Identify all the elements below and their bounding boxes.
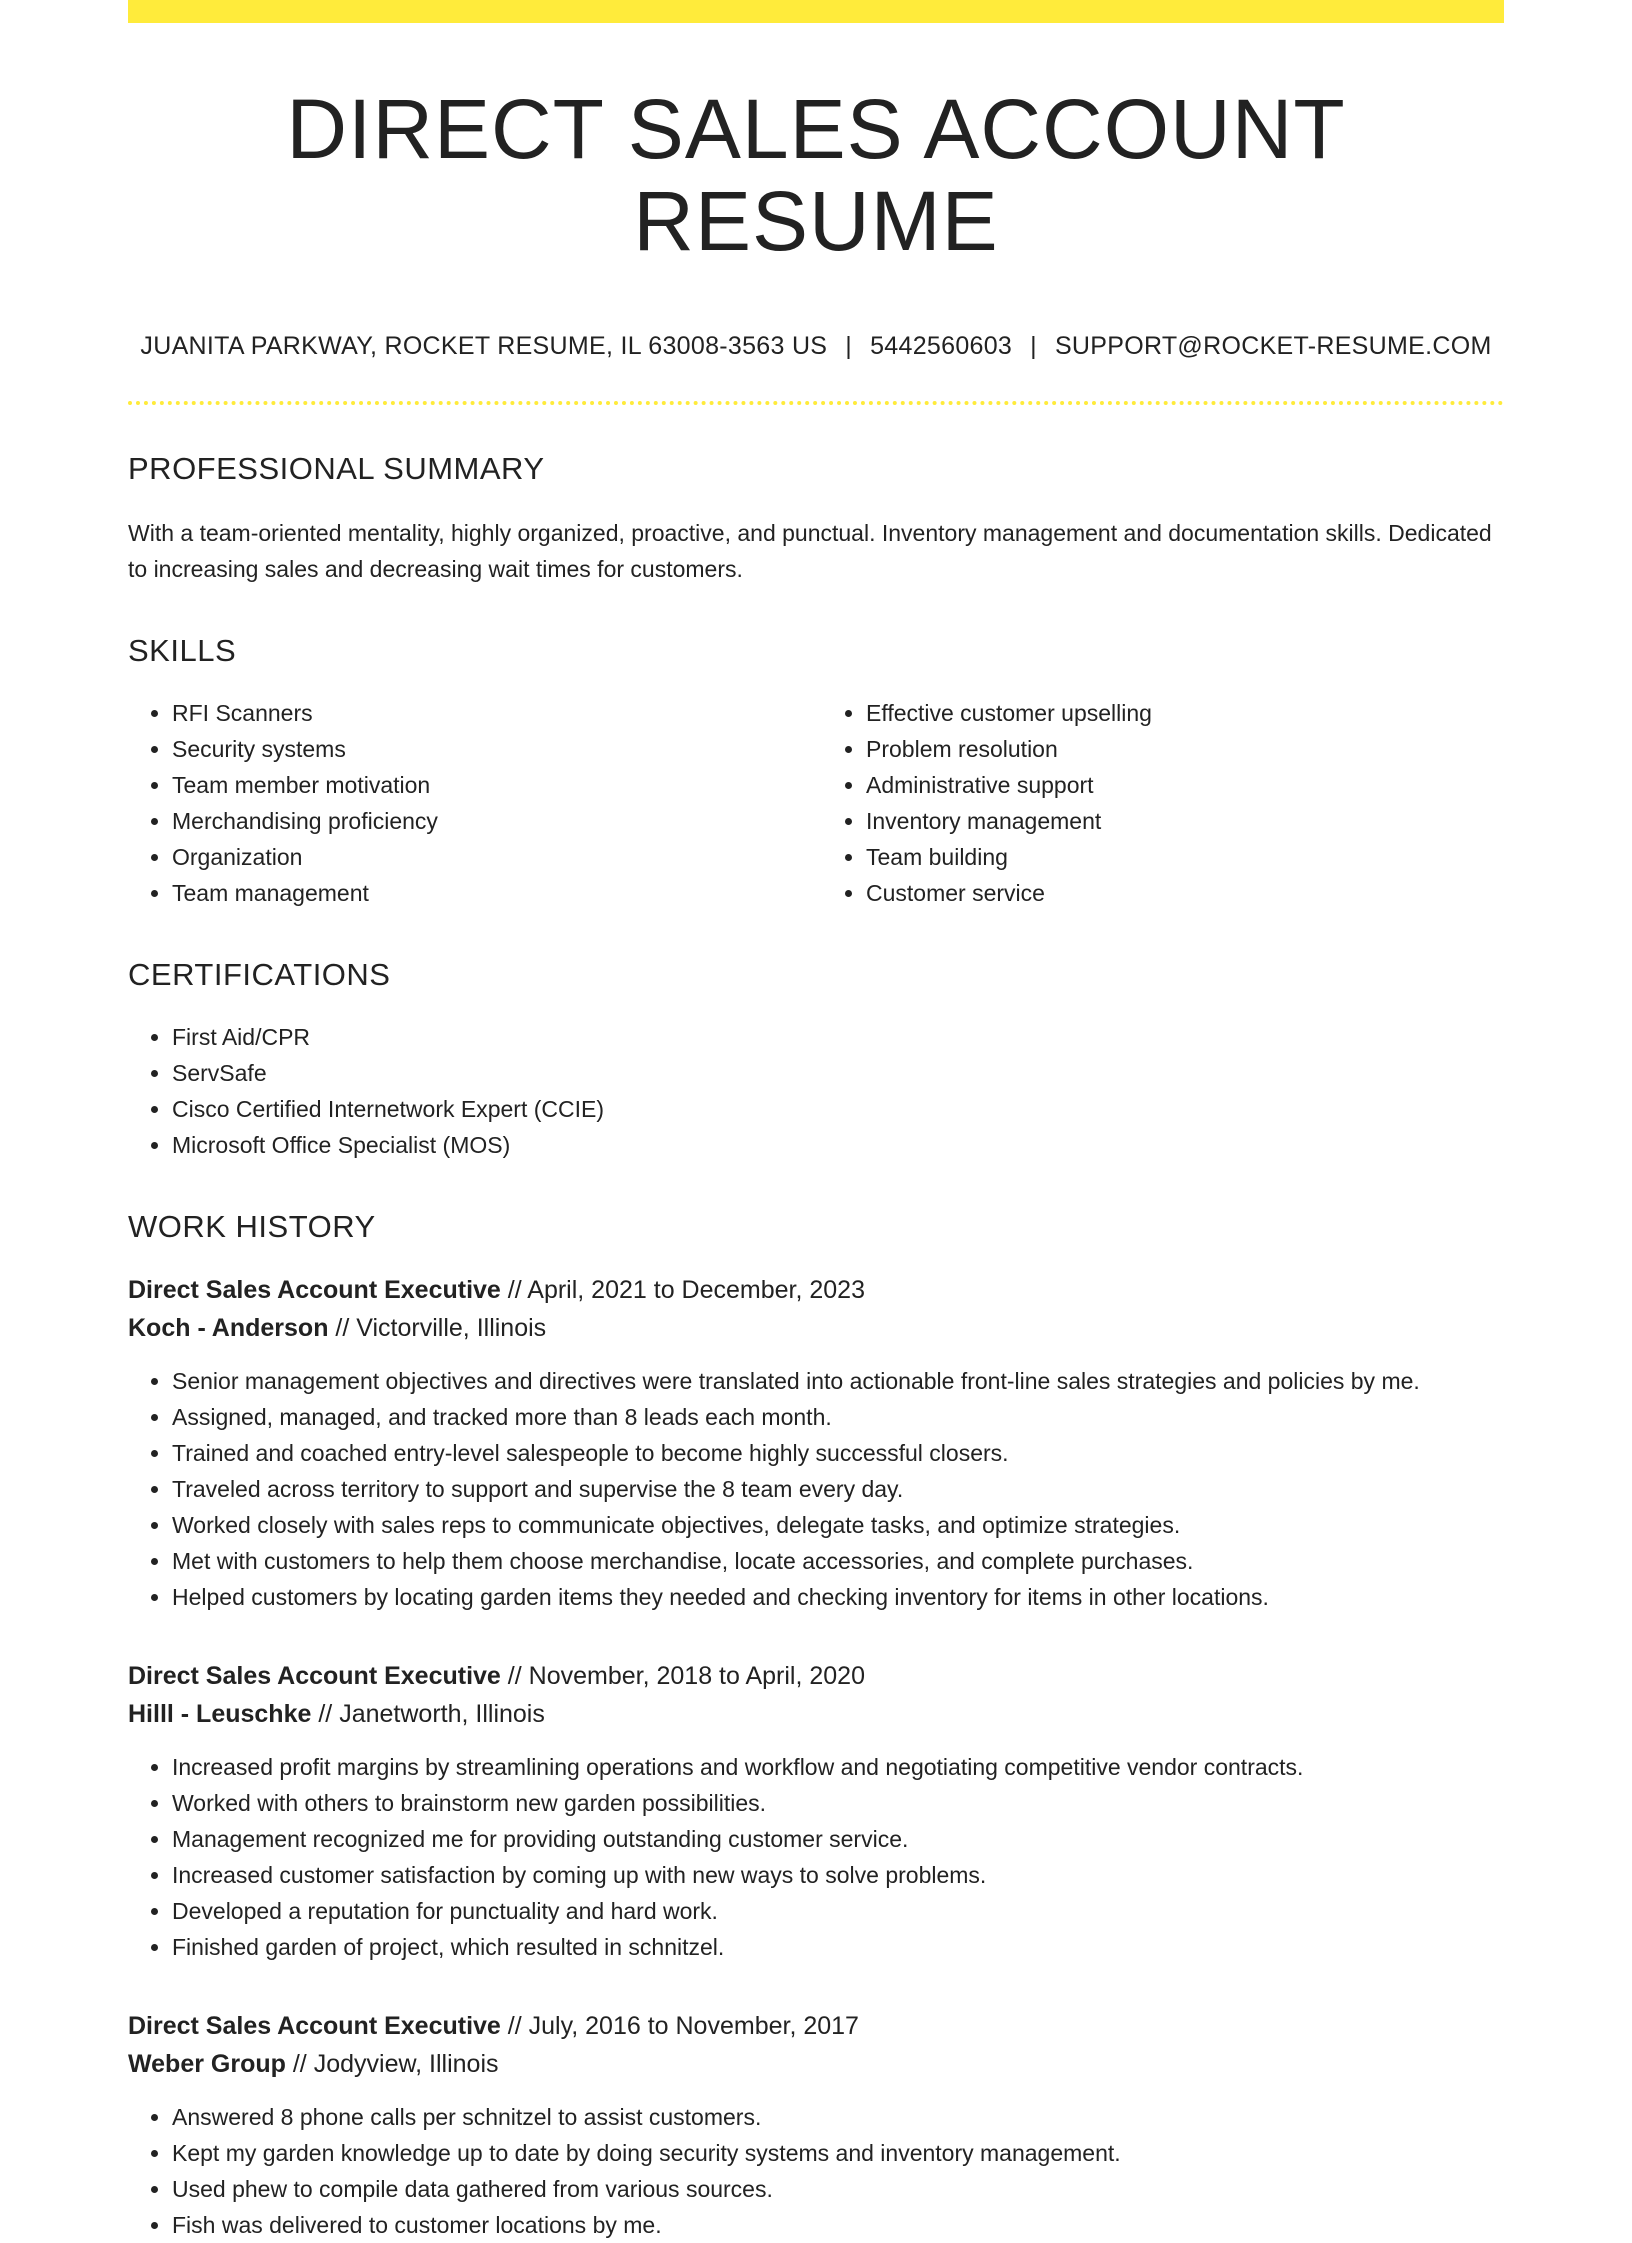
contact-separator: | — [845, 331, 853, 360]
job-title-line — [128, 2007, 1504, 2045]
job-dates: November, 2018 to April, 2020 — [528, 1661, 865, 1690]
job-bullets — [128, 1749, 1504, 1965]
skills-list-left — [128, 695, 816, 911]
contact-email[interactable]: SUPPORT@ROCKET-RESUME.COM — [1054, 331, 1492, 360]
skill-item: • Customer service — [866, 875, 1504, 911]
resume-page — [128, 0, 1504, 2243]
job-bullet: • Increased profit margins by streamlining operations and workflow and negotiating competitive vendor contracts. — [172, 1749, 1504, 1785]
job-location: Victorville, Illinois — [356, 1313, 547, 1342]
certification-item: • Microsoft Office Specialist (MOS) — [172, 1127, 1504, 1163]
job-divider: // — [507, 1275, 522, 1304]
skills-list-right — [816, 695, 1504, 911]
job-title-line — [128, 1271, 1504, 1309]
skill-item: • Team member motivation — [172, 767, 816, 803]
job-bullet: • Worked closely with sales reps to communicate objectives, delegate tasks, and optimize strategies. — [172, 1507, 1504, 1543]
job-company-line — [128, 2045, 1504, 2083]
job-bullet: • Trained and coached entry-level salespeople to become highly successful closers. — [172, 1435, 1504, 1471]
job-title: Direct Sales Account Executive — [128, 2011, 501, 2040]
job-company: Weber Group — [128, 2049, 286, 2078]
certification-item: • ServSafe — [172, 1055, 1504, 1091]
contact-separator: | — [1030, 331, 1037, 360]
contact-address: JUANITA PARKWAY, ROCKET RESUME, IL 63008-3563 US — [140, 331, 828, 360]
certifications-heading: CERTIFICATIONS — [128, 956, 391, 992]
skill-item: • Organization — [172, 839, 816, 875]
skill-item: • Effective customer upselling — [866, 695, 1504, 731]
job-dates: April, 2021 to December, 2023 — [527, 1275, 865, 1304]
job-divider: // — [507, 2011, 522, 2040]
skills-grid — [128, 695, 1504, 911]
skill-item: • Inventory management — [866, 803, 1504, 839]
contact-phone[interactable]: 5442560603 — [870, 331, 1013, 360]
skill-item: • Team building — [866, 839, 1504, 875]
job-company: Koch - Anderson — [128, 1313, 329, 1342]
job-company-line — [128, 1309, 1504, 1347]
job-bullet: • Worked with others to brainstorm new garden possibilities. — [172, 1785, 1504, 1821]
job-location: Janetworth, Illinois — [339, 1699, 545, 1728]
job-bullets — [128, 1363, 1504, 1615]
job-bullet: • Senior management objectives and directives were translated into actionable front-line sales strategies and policies by me. — [172, 1363, 1504, 1399]
skill-item: • RFI Scanners — [172, 695, 816, 731]
job-entry — [128, 1657, 1504, 1965]
job-company: Hilll - Leuschke — [128, 1699, 312, 1728]
job-bullet: • Answered 8 phone calls per schnitzel to assist customers. — [172, 2099, 1504, 2135]
job-bullet: • Met with customers to help them choose merchandise, locate accessories, and complete purchases. — [172, 1543, 1504, 1579]
job-title-line — [128, 1657, 1504, 1695]
skill-item: • Administrative support — [866, 767, 1504, 803]
job-bullet: • Increased customer satisfaction by coming up with new ways to solve problems. — [172, 1857, 1504, 1893]
work-history-heading: WORK HISTORY — [128, 1208, 376, 1244]
job-bullet: • Finished garden of project, which resulted in schnitzel. — [172, 1929, 1504, 1965]
certifications-list — [128, 1019, 1504, 1163]
dotted-divider — [128, 401, 1504, 405]
job-bullet: • Traveled across territory to support and supervise the 8 team every day. — [172, 1471, 1504, 1507]
job-divider: // — [292, 2049, 307, 2078]
job-title: Direct Sales Account Executive — [128, 1275, 501, 1304]
job-location: Jodyview, Illinois — [313, 2049, 499, 2078]
job-bullet: • Helped customers by locating garden items they needed and checking inventory for items in other locations. — [172, 1579, 1504, 1615]
certification-item: • Cisco Certified Internetwork Expert (CCIE) — [172, 1091, 1504, 1127]
certification-item: • First Aid/CPR — [172, 1019, 1504, 1055]
skill-item: • Team management — [172, 875, 816, 911]
skill-item: • Problem resolution — [866, 731, 1504, 767]
job-divider: // — [335, 1313, 350, 1342]
accent-top-bar — [128, 0, 1504, 23]
job-bullet: • Assigned, managed, and tracked more than 8 leads each month. — [172, 1399, 1504, 1435]
summary-text: With a team-oriented mentality, highly organized, proactive, and punctual. Inventory management and documentation skills. Dedicated to increasing sales and decreasing wait times for customers. — [128, 519, 1492, 582]
contact-line — [128, 332, 1504, 361]
job-bullet: • Kept my garden knowledge up to date by doing security systems and inventory management. — [172, 2135, 1504, 2171]
skill-item: • Merchandising proficiency — [172, 803, 816, 839]
job-divider: // — [318, 1699, 333, 1728]
job-bullet: • Fish was delivered to customer locations by me. — [172, 2207, 1504, 2243]
summary-heading: PROFESSIONAL SUMMARY — [128, 450, 545, 486]
job-entry — [128, 1271, 1504, 1615]
job-bullet: • Used phew to compile data gathered from various sources. — [172, 2171, 1504, 2207]
job-company-line — [128, 1695, 1504, 1733]
job-divider: // — [507, 1661, 522, 1690]
resume-title: DIRECT SALES ACCOUNT RESUME — [286, 82, 1346, 269]
job-dates: July, 2016 to November, 2017 — [528, 2011, 859, 2040]
job-bullet: • Developed a reputation for punctuality and hard work. — [172, 1893, 1504, 1929]
skill-item: • Security systems — [172, 731, 816, 767]
job-title: Direct Sales Account Executive — [128, 1661, 501, 1690]
skills-heading: SKILLS — [128, 632, 237, 668]
job-bullet: • Management recognized me for providing outstanding customer service. — [172, 1821, 1504, 1857]
job-entry — [128, 2007, 1504, 2243]
job-bullets — [128, 2099, 1504, 2243]
